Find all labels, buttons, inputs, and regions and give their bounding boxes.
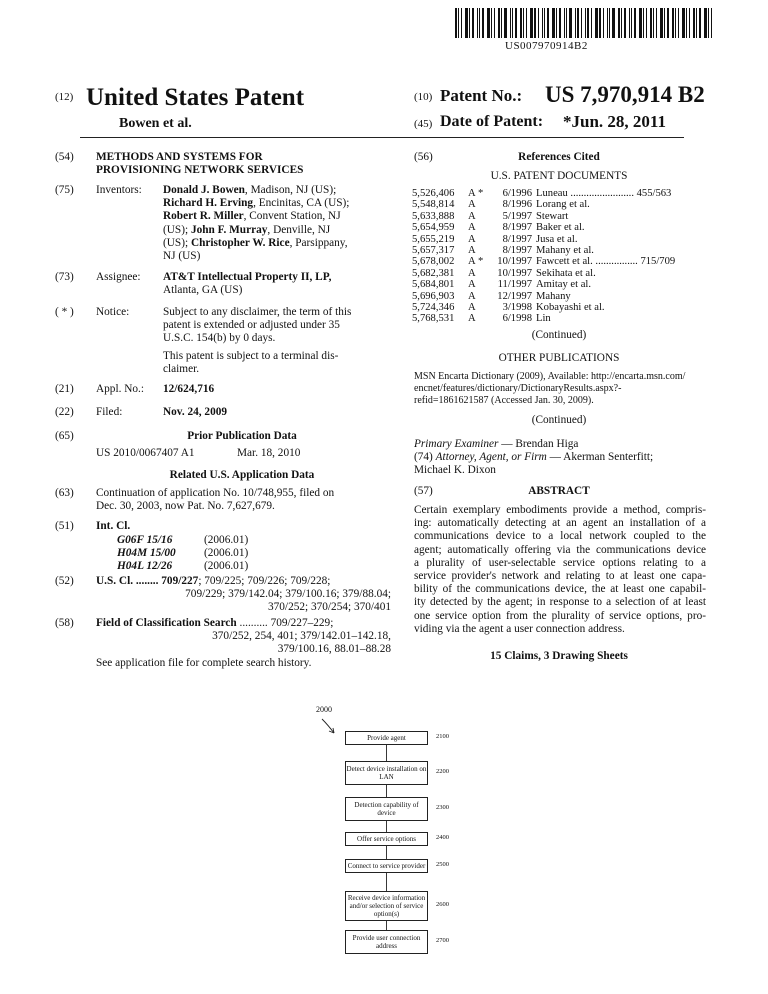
reference-star: * <box>478 256 484 268</box>
reference-kind: A <box>468 233 476 245</box>
publication-number: US007970914B2 <box>505 40 588 52</box>
reference-star <box>478 211 490 222</box>
reference-no: 5,633,888 <box>412 210 455 222</box>
barcode-bar <box>501 8 502 38</box>
reference-kind: A <box>468 302 476 314</box>
reference-kind: A <box>468 290 476 302</box>
reference-name: Amitay et al. <box>536 279 592 291</box>
barcode-bar <box>512 8 513 38</box>
barcode-bar <box>458 8 459 38</box>
reference-name: Mahany <box>536 290 571 302</box>
reference-name: Lorang et al. <box>536 199 590 211</box>
us-docs-heading: U.S. PATENT DOCUMENTS <box>490 170 628 182</box>
flow-step-number: 2300 <box>436 804 449 811</box>
terminal-disclaimer <box>163 350 388 376</box>
reference-no: 5,768,531 <box>412 313 455 325</box>
barcode-bar <box>515 8 517 38</box>
code-10: (10) <box>414 91 433 103</box>
reference-date: 5/1997 <box>502 210 532 222</box>
reference-name: Baker et al. <box>536 222 585 234</box>
barcode-bar <box>479 8 480 38</box>
reference-row <box>412 245 722 256</box>
other-pub-line: encnet/features/dictionary/DictionaryResults.aspx?- <box>414 383 622 394</box>
flow-step-box: Detection capability of device <box>345 797 428 821</box>
notice-label: Notice: <box>96 306 130 318</box>
reference-no: 5,548,814 <box>412 199 455 211</box>
prior-pub-number: US 2010/0067407 A1 <box>96 447 195 459</box>
code-63: (63) <box>55 487 74 499</box>
barcode-bar <box>534 8 536 38</box>
reference-name: Mahany et al. <box>536 245 594 257</box>
code-56: (56) <box>414 151 433 163</box>
abstract-line: agent; automatically offering via the communications device <box>414 543 706 556</box>
barcode-bar <box>591 8 592 38</box>
reference-name: Luneau ........................ 455/563 <box>536 188 672 199</box>
barcode-bar <box>689 8 690 38</box>
barcode-bar <box>672 8 674 38</box>
reference-no: 5,682,381 <box>412 267 455 279</box>
barcode-bar <box>547 8 549 38</box>
field-line: 370/252, 254, 401; 379/142.01–142.18, <box>212 630 391 643</box>
flow-step-number: 2600 <box>436 901 449 908</box>
barcode-bar <box>686 8 687 38</box>
barcode-bar <box>564 8 565 38</box>
reference-star <box>478 222 490 233</box>
reference-star <box>478 199 490 210</box>
reference-star <box>478 313 490 324</box>
field-line: See application file for complete search history. <box>96 656 312 669</box>
us-classification <box>96 575 391 615</box>
reference-no: 5,654,959 <box>412 222 455 234</box>
examiner-block <box>414 438 706 478</box>
terminal-line: claimer. <box>163 363 200 376</box>
barcode-bar <box>482 8 484 38</box>
reference-date: 8/1997 <box>502 245 532 257</box>
continuation-line: Dec. 30, 2003, now Pat. No. 7,627,679. <box>96 500 275 513</box>
date-label: Date of Patent: <box>440 113 544 130</box>
reference-no: 5,655,219 <box>412 233 455 245</box>
other-pub-line: refid=1861621587 (Accessed Jan. 30, 2009). <box>414 395 594 406</box>
other-pubs-heading: OTHER PUBLICATIONS <box>498 352 620 364</box>
barcode-bar <box>472 8 474 38</box>
code-54: (54) <box>55 151 74 163</box>
reference-no: 5,678,002 <box>412 256 455 268</box>
reference-name: Jusa et al. <box>536 233 578 245</box>
reference-kind: A <box>468 267 476 279</box>
reference-row <box>412 199 722 210</box>
patent-number: US 7,970,914 B2 <box>545 82 705 107</box>
barcode-bar <box>650 8 652 38</box>
reference-kind: A <box>468 245 476 257</box>
barcode-bar <box>455 8 457 38</box>
reference-name: Fawcett et al. ................ 715/709 <box>536 256 676 268</box>
reference-star: * <box>478 188 484 199</box>
flow-step-box: Offer service options <box>345 832 428 846</box>
inventor-line: (US); John F. Murray, Denville, NJ <box>163 223 331 236</box>
barcode-bar <box>634 8 636 38</box>
abstract-line: viding via the agent a user connection address. <box>414 622 625 635</box>
barcode-bar <box>566 8 567 38</box>
code-notice: ( * ) <box>55 306 74 318</box>
reference-row <box>412 268 722 279</box>
reference-name: Sekihata et al. <box>536 267 596 279</box>
reference-date: 6/1998 <box>502 313 532 325</box>
flow-step-number: 2500 <box>436 861 449 868</box>
flow-step-number: 2200 <box>436 768 449 775</box>
abstract-line: communications device to a local network coupled to the <box>414 530 706 543</box>
references-table <box>412 188 722 325</box>
inventor-line: Richard H. Erving, Encinitas, CA (US); <box>163 197 350 210</box>
barcode-bar <box>465 8 468 38</box>
reference-star <box>478 268 490 279</box>
flow-step-box: Provide agent <box>345 731 428 745</box>
abstract-line: service provider's network and relating to at least one capa- <box>414 570 706 583</box>
abstract-line: bility of the communications device, the at least one capabil- <box>414 583 706 596</box>
barcode-bar <box>520 8 522 38</box>
abstract-line: ing: automatically detecting at an agent an installation of a <box>414 517 706 530</box>
attorney: (74) Attorney, Agent, or Firm — Akerman Senterfitt; <box>414 451 654 464</box>
barcode-bar <box>585 8 586 38</box>
reference-date: 3/1998 <box>502 302 532 314</box>
filed-date: Nov. 24, 2009 <box>163 406 228 418</box>
reference-row <box>412 256 722 267</box>
primary-examiner: Primary Examiner — Brendan Higa <box>414 438 579 450</box>
abstract-line: a plurality of user-selectable service options relating to a <box>414 556 706 569</box>
barcode-bar <box>711 8 712 38</box>
barcode-bar <box>660 8 663 38</box>
reference-kind: A <box>468 256 476 268</box>
intcl-row: H04L 12/26 (2006.01) <box>117 560 249 573</box>
reference-date: 6/1996 <box>502 188 532 199</box>
barcode-bar <box>494 8 495 38</box>
reference-row <box>412 222 722 233</box>
inventor-line: Donald J. Bowen, Madison, NJ (US); <box>163 184 337 196</box>
barcode-bar <box>556 8 557 38</box>
reference-row <box>412 302 722 313</box>
code-75: (75) <box>55 184 74 196</box>
reference-kind: A <box>468 222 476 234</box>
reference-kind: A <box>468 199 476 211</box>
barcode-bar <box>526 8 527 38</box>
appl-number: 12/624,716 <box>163 383 215 395</box>
intcl-label: Int. Cl. <box>96 520 131 532</box>
barcode-bar <box>523 8 524 38</box>
reference-no: 5,724,346 <box>412 302 455 314</box>
inventors-list <box>163 184 393 263</box>
flow-step-number: 2700 <box>436 937 449 944</box>
barcode-bar <box>491 8 492 38</box>
uscl-line: 370/252; 370/254; 370/401 <box>267 601 391 614</box>
other-pub-line: MSN Encarta Dictionary (2009), Available: http://encarta.msn.com/ <box>414 371 686 382</box>
barcode-bar <box>682 8 685 38</box>
barcode-bar <box>552 8 555 38</box>
barcode-bar <box>693 8 695 38</box>
code-12: (12) <box>55 91 74 103</box>
barcode-bar <box>667 8 669 38</box>
uscl-line: U.S. Cl. ........ 709/227; 709/225; 709/226; 709/228; <box>96 575 331 587</box>
barcode-bar <box>603 8 604 38</box>
abstract-line: Certain exemplary embodiments provide a method, compris- <box>414 504 706 516</box>
prior-pub-date: Mar. 18, 2010 <box>237 447 301 459</box>
reference-star <box>478 245 490 256</box>
reference-date: 8/1997 <box>502 222 532 234</box>
figure-ref: 2000 <box>316 705 332 714</box>
assignee-line: AT&T Intellectual Property II, LP, <box>163 271 332 283</box>
assignee-line: Atlanta, GA (US) <box>163 284 243 297</box>
barcode-bar <box>653 8 654 38</box>
attorney-line: Michael K. Dixon <box>414 464 496 477</box>
continuation-line: Continuation of application No. 10/748,955, filed on <box>96 487 335 499</box>
barcode-bar <box>704 8 707 38</box>
flow-step-box: Detect device installation on LAN <box>345 761 428 785</box>
barcode-bar <box>599 8 601 38</box>
reference-star <box>478 279 490 290</box>
code-58: (58) <box>55 617 74 629</box>
barcode-bar <box>639 8 642 38</box>
reference-row <box>412 188 722 199</box>
barcode-bar <box>675 8 676 38</box>
barcode-bar <box>581 8 582 38</box>
abstract-text <box>414 504 706 636</box>
code-21: (21) <box>55 383 74 395</box>
reference-date: 12/1997 <box>497 290 532 302</box>
barcode-bar <box>461 8 462 38</box>
inventors-short: Bowen et al. <box>119 116 192 131</box>
uscl-line: 709/229; 379/142.04; 379/100.16; 379/88.04; <box>185 588 391 601</box>
barcode-bar <box>609 8 610 38</box>
code-65: (65) <box>55 430 74 442</box>
reference-row <box>412 234 722 245</box>
inventor-line: NJ (US) <box>163 250 201 263</box>
abstract-line: one service option from the plurality of service options, pro- <box>414 609 706 622</box>
other-pubs <box>414 371 706 407</box>
reference-date: 10/1997 <box>497 256 532 268</box>
barcode-bar <box>646 8 647 38</box>
invention-title <box>96 151 303 177</box>
barcode-bar <box>607 8 608 38</box>
code-57: (57) <box>414 485 433 497</box>
continued-refs: (Continued) <box>531 329 587 341</box>
flow-step-box: Receive device information and/or selection of service option(s) <box>345 891 428 921</box>
claims-summary: 15 Claims, 3 Drawing Sheets <box>490 650 628 662</box>
notice-line: U.S.C. 154(b) by 0 days. <box>163 332 276 345</box>
reference-star <box>478 302 490 313</box>
reference-row <box>412 211 722 222</box>
code-22: (22) <box>55 406 74 418</box>
notice-line: Subject to any disclaimer, the term of this <box>163 306 352 318</box>
related-heading: Related U.S. Application Data <box>169 469 315 481</box>
barcode-bar <box>643 8 644 38</box>
barcode-bar <box>618 8 620 38</box>
invention-title-line: METHODS AND SYSTEMS FOR <box>96 151 263 163</box>
reference-row <box>412 279 722 290</box>
references-heading: References Cited <box>518 151 600 163</box>
barcode-bar <box>664 8 665 38</box>
appl-label: Appl. No.: <box>96 383 145 395</box>
inventors-label: Inventors: <box>96 184 142 196</box>
barcode-bar <box>504 8 507 38</box>
patent-title-heading: United States Patent <box>86 84 305 111</box>
reference-name: Stewart <box>536 210 569 222</box>
terminal-line: This patent is subject to a terminal dis- <box>163 350 339 362</box>
patent-date: *Jun. 28, 2011 <box>563 112 666 131</box>
continuation-text <box>96 487 391 513</box>
reference-date: 11/1997 <box>497 279 532 291</box>
filed-label: Filed: <box>96 406 123 418</box>
intcl-list <box>117 534 248 574</box>
reference-name: Lin <box>536 313 551 325</box>
reference-star <box>478 291 490 302</box>
barcode-bar <box>469 8 470 38</box>
flow-step-number: 2400 <box>436 834 449 841</box>
field-line: 379/100.16, 88.01–88.28 <box>277 643 391 656</box>
flow-step-number: 2100 <box>436 733 449 740</box>
code-73: (73) <box>55 271 74 283</box>
barcode-bar <box>477 8 478 38</box>
reference-no: 5,684,801 <box>412 279 455 291</box>
barcode-bar <box>510 8 511 38</box>
barcode-bar <box>631 8 632 38</box>
reference-star <box>478 234 490 245</box>
assignee-label: Assignee: <box>96 271 141 283</box>
barcode-bar <box>612 8 615 38</box>
reference-no: 5,696,903 <box>412 290 455 302</box>
barcode-bar <box>678 8 679 38</box>
flowchart-figure <box>0 705 768 994</box>
barcode-bar <box>656 8 657 38</box>
field-of-search <box>96 617 391 670</box>
barcode-bar <box>569 8 572 38</box>
code-45: (45) <box>414 118 433 130</box>
code-52: (52) <box>55 575 74 587</box>
abstract-heading: ABSTRACT <box>528 485 590 497</box>
reference-no: 5,526,406 <box>412 188 455 199</box>
notice-line: patent is extended or adjusted under 35 <box>163 319 340 332</box>
barcode-bar <box>629 8 630 38</box>
patent-no-label: Patent No.: <box>440 86 523 105</box>
assignee <box>163 271 331 297</box>
reference-name: Kobayashi et al. <box>536 302 605 314</box>
inventor-line: (US); Christopher W. Rice, Parsippany, <box>163 236 348 249</box>
barcode-bar <box>542 8 543 38</box>
invention-title-line: PROVISIONING NETWORK SERVICES <box>96 164 304 177</box>
reference-row <box>412 291 722 302</box>
barcode-bar <box>559 8 561 38</box>
abstract-line: ity detected by the agent; in response to a selection of at least <box>414 596 706 609</box>
barcode-bar <box>595 8 598 38</box>
reference-date: 8/1996 <box>502 199 532 211</box>
barcode-bar <box>699 8 701 38</box>
barcode-bar <box>621 8 622 38</box>
barcode-bar <box>498 8 500 38</box>
barcode-bar <box>487 8 490 38</box>
barcode-bar <box>587 8 589 38</box>
continued-other: (Continued) <box>531 414 587 426</box>
reference-no: 5,657,317 <box>412 245 455 257</box>
intcl-row: H04M 15/00 (2006.01) <box>117 547 249 560</box>
barcode <box>455 8 747 38</box>
barcode-bar <box>538 8 539 38</box>
barcode-bar <box>577 8 579 38</box>
barcode-bar <box>708 8 709 38</box>
barcode-bar <box>696 8 697 38</box>
reference-kind: A <box>468 188 476 199</box>
reference-date: 8/1997 <box>502 233 532 245</box>
inventor-line: Robert R. Miller, Convent Station, NJ <box>163 210 341 223</box>
notice-text <box>163 306 388 346</box>
intcl-row: G06F 15/16 (2006.01) <box>117 534 249 546</box>
flow-step-box: Provide user connection address <box>345 930 428 954</box>
barcode-bar <box>544 8 545 38</box>
reference-date: 10/1997 <box>497 267 532 279</box>
flow-step-box: Connect to service provider <box>345 859 428 873</box>
barcode-bar <box>575 8 576 38</box>
field-line: Field of Classification Search .......... 709/227–229; <box>96 617 334 629</box>
barcode-bar <box>624 8 626 38</box>
code-51: (51) <box>55 520 74 532</box>
reference-kind: A <box>468 210 476 222</box>
header-divider <box>80 137 684 138</box>
reference-kind: A <box>468 279 476 291</box>
reference-kind: A <box>468 313 476 325</box>
prior-pub-heading: Prior Publication Data <box>187 430 297 442</box>
barcode-bar <box>530 8 533 38</box>
reference-row <box>412 313 722 324</box>
